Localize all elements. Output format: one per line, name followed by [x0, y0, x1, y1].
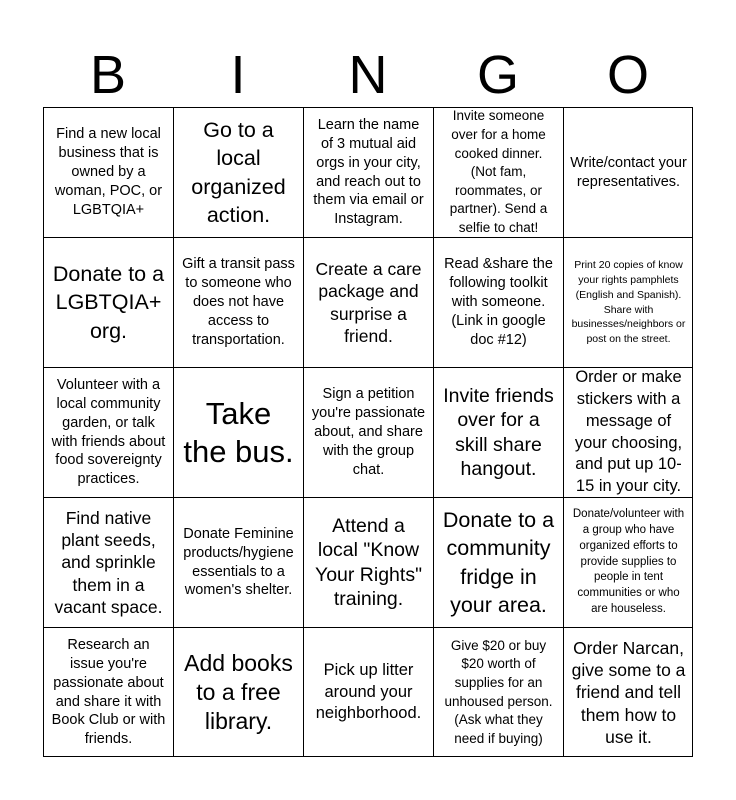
- cell-text: Donate to a LGBTQIA+ org.: [52, 261, 165, 343]
- cell-text: Read &share the following toolkit with someone. (Link in google doc #12): [444, 256, 553, 348]
- bingo-board: [43, 107, 693, 757]
- cell-text: Order Narcan, give some to a friend and tell them how to use it.: [571, 637, 686, 747]
- bingo-cell[interactable]: [433, 367, 563, 497]
- cell-text: Gift a transit pass to someone who does not have access to transportation.: [182, 256, 295, 348]
- bingo-cell[interactable]: [303, 107, 433, 237]
- header-letter-n: N: [348, 45, 388, 105]
- cell-text: Give $20 or buy $20 worth of supplies for an unhoused person. (Ask what they need if buying): [444, 637, 553, 746]
- cell-text: Learn the name of 3 mutual aid orgs in your city, and reach out to them via email or Instagram.: [313, 116, 424, 228]
- bingo-cell[interactable]: [303, 367, 433, 497]
- cell-text: Find native plant seeds, and sprinkle them in a vacant space.: [54, 507, 163, 617]
- cell-text: Take the bus.: [183, 395, 294, 469]
- cell-text: Print 20 copies of know your rights pamphlets (English and Spanish). Share with businesses/neighbors or post on the street.: [571, 258, 686, 346]
- bingo-cell[interactable]: [433, 237, 563, 367]
- header-letter-g: G: [476, 45, 519, 105]
- bingo-cell[interactable]: [433, 627, 563, 757]
- bingo-cell[interactable]: [43, 497, 173, 627]
- cell-text: Research an issue you're passionate about and share it with Book Club or with friends.: [51, 636, 166, 748]
- cell-text: Volunteer with a local community garden, or talk with friends about food sovereignty practices.: [51, 376, 166, 488]
- cell-text: Find a new local business that is owned by a woman, POC, or LGBTQIA+: [54, 126, 163, 218]
- bingo-cell[interactable]: [433, 497, 563, 627]
- bingo-cell[interactable]: [173, 237, 303, 367]
- bingo-cell[interactable]: [563, 497, 693, 627]
- bingo-cell[interactable]: [303, 627, 433, 757]
- bingo-cell[interactable]: [173, 367, 303, 497]
- bingo-header: [43, 44, 693, 106]
- bingo-cell[interactable]: [43, 237, 173, 367]
- cell-text: Donate to a community fridge in your area.: [442, 507, 555, 617]
- cell-text: Write/contact your representatives.: [570, 154, 687, 190]
- bingo-cell[interactable]: [173, 107, 303, 237]
- bingo-cell[interactable]: [563, 237, 693, 367]
- cell-text: Donate Feminine products/hygiene essentials to a women's shelter.: [183, 525, 294, 599]
- bingo-cell[interactable]: [173, 497, 303, 627]
- bingo-cell[interactable]: [173, 627, 303, 757]
- bingo-cell[interactable]: [433, 107, 563, 237]
- cell-text: Sign a petition you're passionate about, and share with the group chat.: [311, 386, 426, 478]
- cell-text: Donate/volunteer with a group who have organized efforts to provide supplies to people in tent communities or who are houseless.: [572, 507, 685, 616]
- cell-text: Create a care package and surprise a friend.: [315, 259, 422, 346]
- cell-text: Invite friends over for a skill share hangout.: [443, 384, 554, 480]
- bingo-cell[interactable]: [303, 237, 433, 367]
- cell-text: Add books to a free library.: [184, 650, 293, 734]
- header-letter-i: I: [230, 45, 246, 105]
- bingo-cell[interactable]: [43, 627, 173, 757]
- cell-text: Go to a local organized action.: [191, 117, 286, 227]
- bingo-cell[interactable]: [43, 107, 173, 237]
- bingo-cell[interactable]: [563, 627, 693, 757]
- cell-text: Invite someone over for a home cooked dinner. (Not fam, roommates, or partner). Send a selfie to chat!: [449, 108, 548, 236]
- bingo-cell[interactable]: [563, 367, 693, 497]
- cell-text: Attend a local "Know Your Rights" training.: [314, 514, 422, 610]
- header-letter-o: O: [606, 45, 649, 105]
- bingo-cell[interactable]: [43, 367, 173, 497]
- cell-text: Pick up litter around your neighborhood.: [315, 660, 422, 723]
- header-letter-b: B: [89, 45, 127, 105]
- bingo-cell[interactable]: [303, 497, 433, 627]
- cell-text: Order or make stickers with a message of your choosing, and put up 10-15 in your city.: [574, 367, 683, 496]
- bingo-cell[interactable]: [563, 107, 693, 237]
